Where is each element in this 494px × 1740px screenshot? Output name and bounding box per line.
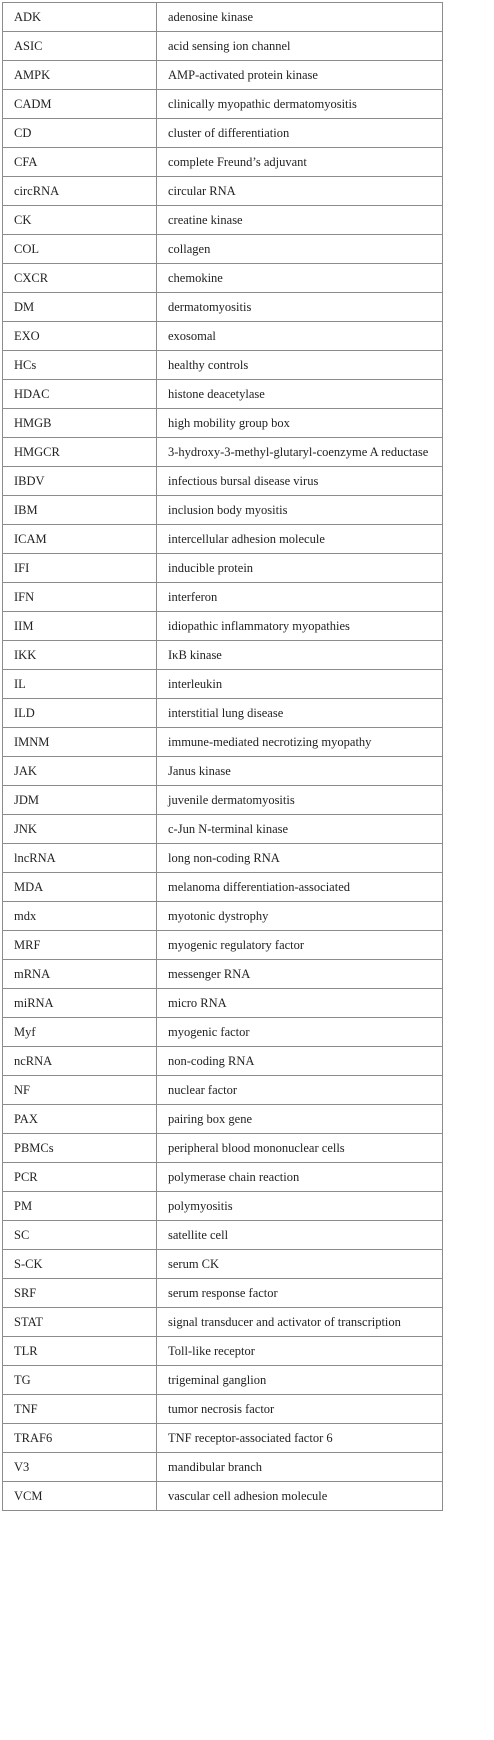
abbreviation-cell: mdx bbox=[3, 902, 157, 931]
definition-cell: juvenile dermatomyositis bbox=[157, 786, 443, 815]
table-row bbox=[3, 1308, 443, 1337]
table-row bbox=[3, 1105, 443, 1134]
table-row bbox=[3, 467, 443, 496]
abbreviation-cell: circRNA bbox=[3, 177, 157, 206]
abbreviation-cell: PM bbox=[3, 1192, 157, 1221]
table-row bbox=[3, 3, 443, 32]
table-row bbox=[3, 728, 443, 757]
table-row bbox=[3, 525, 443, 554]
table-row bbox=[3, 583, 443, 612]
abbreviation-cell: V3 bbox=[3, 1453, 157, 1482]
definition-cell: complete Freund’s adjuvant bbox=[157, 148, 443, 177]
abbreviations-table bbox=[2, 2, 443, 1511]
abbreviation-cell: SC bbox=[3, 1221, 157, 1250]
definition-cell: interstitial lung disease bbox=[157, 699, 443, 728]
table-row bbox=[3, 206, 443, 235]
table-row bbox=[3, 815, 443, 844]
table-row bbox=[3, 641, 443, 670]
table-row bbox=[3, 1076, 443, 1105]
abbreviation-cell: DM bbox=[3, 293, 157, 322]
definition-cell: inducible protein bbox=[157, 554, 443, 583]
abbreviation-cell: mRNA bbox=[3, 960, 157, 989]
abbreviation-cell: MDA bbox=[3, 873, 157, 902]
abbreviation-cell: PCR bbox=[3, 1163, 157, 1192]
definition-cell: interleukin bbox=[157, 670, 443, 699]
abbreviation-cell: JDM bbox=[3, 786, 157, 815]
abbreviation-cell: IMNM bbox=[3, 728, 157, 757]
definition-cell: nuclear factor bbox=[157, 1076, 443, 1105]
abbreviation-cell: IKK bbox=[3, 641, 157, 670]
definition-cell: messenger RNA bbox=[157, 960, 443, 989]
abbreviation-cell: HMGCR bbox=[3, 438, 157, 467]
abbreviation-cell: miRNA bbox=[3, 989, 157, 1018]
abbreviation-cell: CFA bbox=[3, 148, 157, 177]
table-row bbox=[3, 902, 443, 931]
abbreviation-cell: ICAM bbox=[3, 525, 157, 554]
definition-cell: polymyositis bbox=[157, 1192, 443, 1221]
abbreviation-cell: CXCR bbox=[3, 264, 157, 293]
definition-cell: acid sensing ion channel bbox=[157, 32, 443, 61]
table-row bbox=[3, 90, 443, 119]
abbreviation-cell: CADM bbox=[3, 90, 157, 119]
abbreviation-cell: EXO bbox=[3, 322, 157, 351]
definition-cell: signal transducer and activator of transcription bbox=[157, 1308, 443, 1337]
table-row bbox=[3, 293, 443, 322]
definition-cell: TNF receptor-associated factor 6 bbox=[157, 1424, 443, 1453]
table-row bbox=[3, 409, 443, 438]
definition-cell: non-coding RNA bbox=[157, 1047, 443, 1076]
table-row bbox=[3, 1453, 443, 1482]
table-row bbox=[3, 119, 443, 148]
abbreviation-cell: IFN bbox=[3, 583, 157, 612]
table-row bbox=[3, 264, 443, 293]
abbreviation-cell: TLR bbox=[3, 1337, 157, 1366]
table-row bbox=[3, 989, 443, 1018]
table-row bbox=[3, 786, 443, 815]
table-row bbox=[3, 554, 443, 583]
definition-cell: IκB kinase bbox=[157, 641, 443, 670]
table-row bbox=[3, 1337, 443, 1366]
abbreviation-cell: ASIC bbox=[3, 32, 157, 61]
table-row bbox=[3, 235, 443, 264]
abbreviation-cell: IBDV bbox=[3, 467, 157, 496]
table-row bbox=[3, 931, 443, 960]
abbreviation-cell: S-CK bbox=[3, 1250, 157, 1279]
abbreviation-cell: COL bbox=[3, 235, 157, 264]
table-row bbox=[3, 1047, 443, 1076]
table-row bbox=[3, 61, 443, 90]
definition-cell: AMP-activated protein kinase bbox=[157, 61, 443, 90]
definition-cell: myogenic regulatory factor bbox=[157, 931, 443, 960]
definition-cell: interferon bbox=[157, 583, 443, 612]
abbreviation-cell: HCs bbox=[3, 351, 157, 380]
definition-cell: tumor necrosis factor bbox=[157, 1395, 443, 1424]
abbreviation-cell: PAX bbox=[3, 1105, 157, 1134]
definition-cell: melanoma differentiation-associated bbox=[157, 873, 443, 902]
table-row bbox=[3, 699, 443, 728]
definition-cell: exosomal bbox=[157, 322, 443, 351]
definition-cell: immune-mediated necrotizing myopathy bbox=[157, 728, 443, 757]
definition-cell: idiopathic inflammatory myopathies bbox=[157, 612, 443, 641]
abbreviation-cell: AMPK bbox=[3, 61, 157, 90]
table-row bbox=[3, 438, 443, 467]
abbreviation-cell: HDAC bbox=[3, 380, 157, 409]
abbreviation-cell: ILD bbox=[3, 699, 157, 728]
definition-cell: dermatomyositis bbox=[157, 293, 443, 322]
abbreviation-cell: TG bbox=[3, 1366, 157, 1395]
abbreviation-cell: IBM bbox=[3, 496, 157, 525]
table-row bbox=[3, 1482, 443, 1511]
table-row bbox=[3, 177, 443, 206]
abbreviation-cell: IL bbox=[3, 670, 157, 699]
abbreviation-cell: STAT bbox=[3, 1308, 157, 1337]
abbreviation-cell: VCM bbox=[3, 1482, 157, 1511]
definition-cell: peripheral blood mononuclear cells bbox=[157, 1134, 443, 1163]
abbreviation-cell: HMGB bbox=[3, 409, 157, 438]
table-row bbox=[3, 1134, 443, 1163]
definition-cell: creatine kinase bbox=[157, 206, 443, 235]
abbreviation-cell: ADK bbox=[3, 3, 157, 32]
table-row bbox=[3, 1163, 443, 1192]
definition-cell: chemokine bbox=[157, 264, 443, 293]
abbreviation-cell: MRF bbox=[3, 931, 157, 960]
definition-cell: polymerase chain reaction bbox=[157, 1163, 443, 1192]
table-row bbox=[3, 844, 443, 873]
definition-cell: histone deacetylase bbox=[157, 380, 443, 409]
definition-cell: myogenic factor bbox=[157, 1018, 443, 1047]
table-row bbox=[3, 1221, 443, 1250]
table-row bbox=[3, 322, 443, 351]
table-row bbox=[3, 873, 443, 902]
abbreviation-cell: CK bbox=[3, 206, 157, 235]
table-row bbox=[3, 1192, 443, 1221]
abbreviation-cell: TNF bbox=[3, 1395, 157, 1424]
abbreviation-cell: CD bbox=[3, 119, 157, 148]
definition-cell: 3-hydroxy-3-methyl-glutaryl-coenzyme A reductase bbox=[157, 438, 443, 467]
definition-cell: inclusion body myositis bbox=[157, 496, 443, 525]
definition-cell: micro RNA bbox=[157, 989, 443, 1018]
abbreviation-cell: Myf bbox=[3, 1018, 157, 1047]
table-row bbox=[3, 1366, 443, 1395]
table-row bbox=[3, 612, 443, 641]
definition-cell: infectious bursal disease virus bbox=[157, 467, 443, 496]
definition-cell: satellite cell bbox=[157, 1221, 443, 1250]
definition-cell: Janus kinase bbox=[157, 757, 443, 786]
abbreviation-cell: lncRNA bbox=[3, 844, 157, 873]
abbreviation-cell: SRF bbox=[3, 1279, 157, 1308]
definition-cell: clinically myopathic dermatomyositis bbox=[157, 90, 443, 119]
definition-cell: Toll-like receptor bbox=[157, 1337, 443, 1366]
definition-cell: collagen bbox=[157, 235, 443, 264]
definition-cell: myotonic dystrophy bbox=[157, 902, 443, 931]
definition-cell: cluster of differentiation bbox=[157, 119, 443, 148]
definition-cell: serum CK bbox=[157, 1250, 443, 1279]
abbreviation-cell: JAK bbox=[3, 757, 157, 786]
abbreviations-table-body bbox=[3, 3, 443, 1511]
table-row bbox=[3, 496, 443, 525]
definition-cell: circular RNA bbox=[157, 177, 443, 206]
table-row bbox=[3, 1279, 443, 1308]
abbreviation-cell: ncRNA bbox=[3, 1047, 157, 1076]
definition-cell: trigeminal ganglion bbox=[157, 1366, 443, 1395]
abbreviation-cell: NF bbox=[3, 1076, 157, 1105]
abbreviation-cell: JNK bbox=[3, 815, 157, 844]
definition-cell: intercellular adhesion molecule bbox=[157, 525, 443, 554]
definition-cell: serum response factor bbox=[157, 1279, 443, 1308]
definition-cell: c-Jun N-terminal kinase bbox=[157, 815, 443, 844]
table-row bbox=[3, 1018, 443, 1047]
table-row bbox=[3, 1424, 443, 1453]
abbreviation-cell: PBMCs bbox=[3, 1134, 157, 1163]
table-row bbox=[3, 670, 443, 699]
table-row bbox=[3, 32, 443, 61]
table-row bbox=[3, 148, 443, 177]
table-row bbox=[3, 351, 443, 380]
definition-cell: pairing box gene bbox=[157, 1105, 443, 1134]
table-row bbox=[3, 1395, 443, 1424]
table-row bbox=[3, 1250, 443, 1279]
definition-cell: long non-coding RNA bbox=[157, 844, 443, 873]
definition-cell: mandibular branch bbox=[157, 1453, 443, 1482]
definition-cell: adenosine kinase bbox=[157, 3, 443, 32]
abbreviation-cell: TRAF6 bbox=[3, 1424, 157, 1453]
definition-cell: healthy controls bbox=[157, 351, 443, 380]
abbreviation-cell: IFI bbox=[3, 554, 157, 583]
abbreviation-cell: IIM bbox=[3, 612, 157, 641]
definition-cell: vascular cell adhesion molecule bbox=[157, 1482, 443, 1511]
table-row bbox=[3, 960, 443, 989]
definition-cell: high mobility group box bbox=[157, 409, 443, 438]
table-row bbox=[3, 380, 443, 409]
table-row bbox=[3, 757, 443, 786]
